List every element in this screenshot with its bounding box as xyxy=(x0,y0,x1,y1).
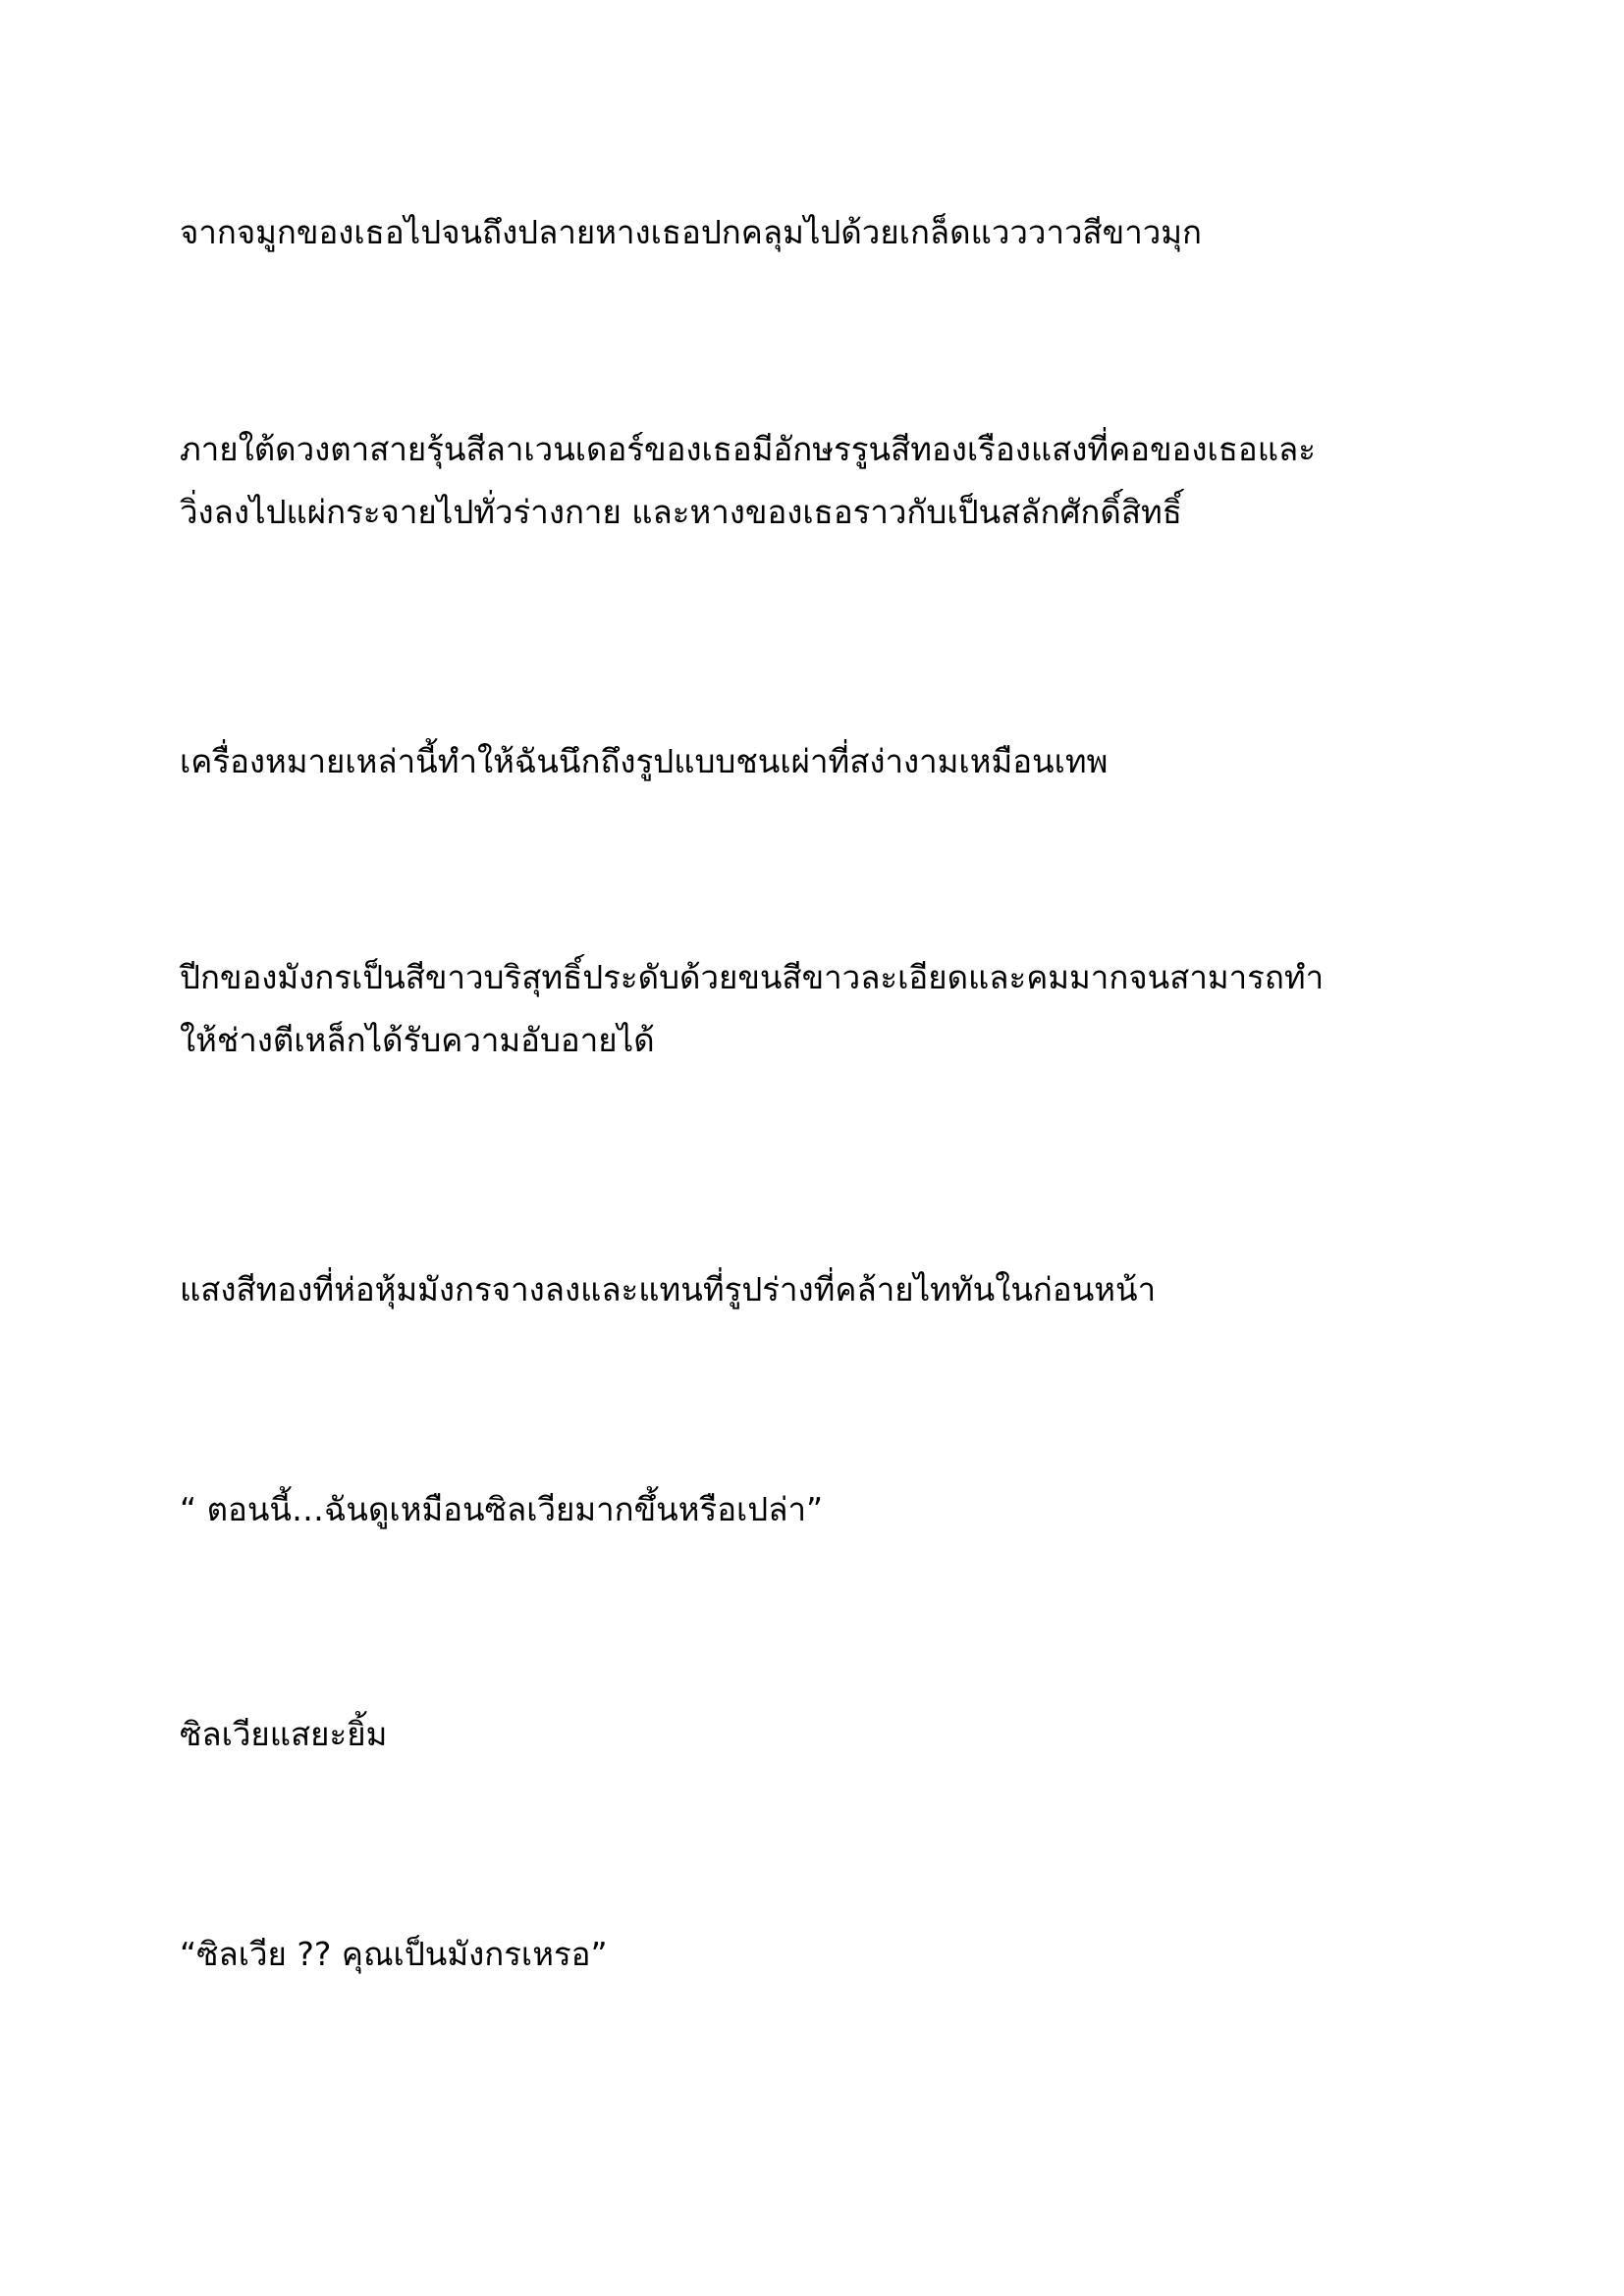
dialogue-line-2 xyxy=(180,1923,1456,1986)
paragraph-1 xyxy=(180,201,1456,264)
paragraph-7 xyxy=(180,1703,1456,1766)
text-line: จากจมูกของเธอไปจนถึงปลายหางเธอปกคลุมไปด้วยเกล็ดแวววาวสีขาวมุก xyxy=(180,213,1202,251)
paragraph-2 xyxy=(180,418,1456,544)
paragraph-3 xyxy=(180,730,1456,793)
paragraph-5 xyxy=(180,1258,1456,1321)
text-line: เครื่องหมายเหล่านี้ทำให้ฉันนึกถึงรูปแบบชนเผ่าที่สง่างามเหมือนเทพ xyxy=(180,742,1109,780)
dialogue-line-1 xyxy=(180,1478,1456,1541)
text-line: วิ่งลงไปแผ่กระจายไปทั่วร่างกาย และหางของเธอราวกับเป็นสลักศักดิ์สิทธิ์ xyxy=(180,493,1182,531)
text-line: ปีกของมังกรเป็นสีขาวบริสุทธิ์ประดับด้วยขนสีขาวละเอียดและคมมากจนสามารถทำ xyxy=(180,958,1325,996)
text-line: ซิลเวียแสยะยิ้ม xyxy=(180,1715,388,1753)
text-line: “ ตอนนี้…ฉันดูเหมือนซิลเวียมากขึ้นหรือเปล่า” xyxy=(180,1490,824,1528)
text-line: “ซิลเวีย ?? คุณเป็นมังกรเหรอ” xyxy=(180,1935,608,1973)
text-line: แสงสีทองที่ห่อหุ้มมังกรจางลงและแทนที่รูปร่างที่คล้ายไททันในก่อนหน้า xyxy=(180,1270,1157,1308)
paragraph-4 xyxy=(180,946,1456,1072)
text-line: ให้ช่างตีเหล็กได้รับความอับอายได้ xyxy=(180,1021,655,1059)
text-line: ภายใต้ดวงตาสายรุ้นสีลาเวนเดอร์ของเธอมีอักษรรูนสีทองเรืองแสงที่คอของเธอและ xyxy=(180,430,1316,468)
